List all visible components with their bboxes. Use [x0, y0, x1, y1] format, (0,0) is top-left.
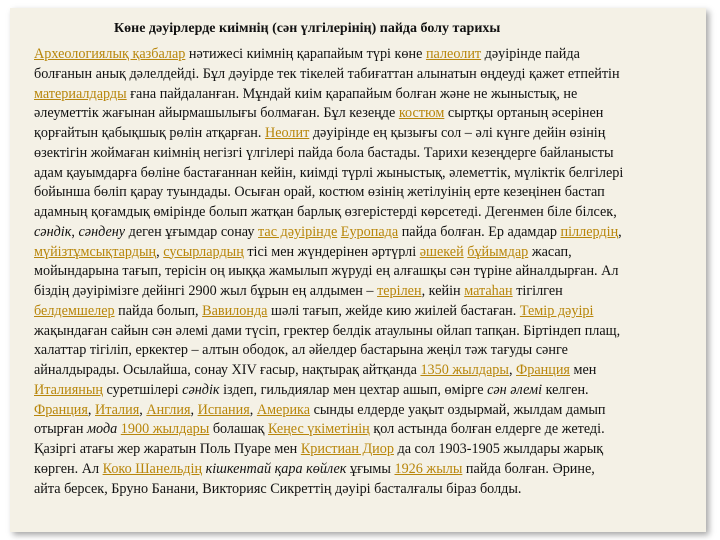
text-span: айналдырады. Осылайша, сонау XIV ғасыр, нақтырақ айтқанда	[34, 362, 421, 378]
text-line	[34, 144, 614, 162]
text-span: Қазіргі атағы жер жаратын Поль Пуаре мен	[34, 441, 301, 457]
hyperlink[interactable]: Коко Шанельдің	[102, 460, 203, 477]
document-page	[10, 8, 706, 532]
hyperlink[interactable]: Археологиялық қазбалар	[34, 46, 186, 62]
hyperlink[interactable]: Еуропада	[340, 223, 399, 240]
text-line	[34, 282, 563, 300]
text-span: өзектігін жоймаған киімнің негізгі үлгілері пайда бола бастады. Тарихи кезеңдерге байланысты	[34, 144, 614, 161]
text-span: пайда болған. Әрине,	[462, 460, 595, 477]
hyperlink[interactable]: материалдарды	[34, 85, 127, 102]
text-span: сынды елдерде уақыт оздырмай, жылдам дамып	[310, 401, 606, 418]
text-span: дәуірінде ең қызығы сол – әлі күнге дейін өзінің	[309, 125, 606, 141]
hyperlink[interactable]: Неолит	[264, 125, 310, 141]
hyperlink[interactable]: Италияның	[34, 381, 103, 398]
text-span: , кейін	[421, 283, 465, 299]
text-span: жақындаған сайын сән әлемі дами түсіп, гректер белдік атаулыны ойлап тапқан. Біртіндеп плащ,	[34, 322, 621, 339]
text-span: мойындарына тағып, терісін оң иыққа жамылып жүруді ең алғашқы сән түріне айналдырған. Ал	[34, 263, 619, 280]
hyperlink[interactable]: 1926 жылы	[394, 460, 463, 477]
hyperlink[interactable]: Англия	[146, 401, 191, 418]
text-line	[34, 183, 605, 201]
text-span: ,	[156, 243, 164, 260]
page-title: Көне дәуірлерде киімнің (сән үлгілерінің) пайда болу тарихы	[114, 21, 501, 36]
hyperlink[interactable]: матаһан	[464, 283, 513, 299]
text-line	[34, 361, 596, 379]
italic-term: сәндік	[182, 381, 220, 398]
text-line	[34, 65, 620, 83]
hyperlink[interactable]: Америка	[256, 401, 311, 418]
hyperlink[interactable]: піллердің	[560, 223, 619, 240]
text-line	[34, 341, 568, 359]
text-span: болғанын анық дәлелдейді. Бұл дәуірде тек тікелей табиғаттан алынатын өңдеуді қажет етпейтін	[34, 65, 620, 82]
hyperlink[interactable]: костюм	[398, 105, 445, 122]
text-line	[34, 440, 603, 458]
hyperlink[interactable]: Италия	[95, 401, 140, 418]
text-line	[34, 164, 623, 182]
text-span: тігілген	[512, 283, 563, 299]
text-span: әлеуметтік жағынан айырмашылығы болмаған. Бұл кезеңде	[34, 105, 399, 122]
text-line	[34, 262, 618, 280]
text-span: келген.	[542, 381, 589, 398]
text-span: ұғымы	[346, 460, 395, 477]
text-span: халаттар тігіліп, еркектер – алтын ободок, ал әйелдер бастарына жеңіл тәж тағуды сәнге	[34, 342, 568, 359]
text-line	[34, 243, 572, 261]
text-line	[34, 322, 620, 340]
hyperlink[interactable]: Франция	[516, 362, 570, 378]
hyperlink[interactable]: бұйымдар	[467, 243, 529, 260]
text-span: ғана пайдаланған. Мұндай киім қарапайым болған және не жыныстық, не	[126, 85, 578, 102]
hyperlink[interactable]: сусырлардың	[163, 243, 244, 260]
text-line	[34, 203, 617, 221]
text-line	[34, 401, 606, 419]
text-span: ,	[190, 401, 198, 418]
text-span: мен	[569, 362, 597, 378]
text-line	[34, 381, 589, 399]
text-span: ,	[249, 401, 257, 418]
text-line	[34, 104, 603, 122]
hyperlink[interactable]: 1350 жылдары	[420, 362, 509, 378]
text-span: болашақ	[209, 421, 268, 438]
text-line	[34, 460, 595, 478]
text-span: ,	[139, 401, 147, 418]
text-span: бойынша бөліп қарау туындады. Осыған орай, костюм өзінің жетілуінің ерте кезеңінен бастап	[34, 184, 605, 201]
text-span: нәтижесі киімнің қарапайым түрі көне	[185, 46, 426, 62]
text-line	[34, 45, 580, 63]
hyperlink[interactable]: әшекей	[419, 243, 464, 260]
hyperlink[interactable]: Темір дәуірі	[519, 302, 594, 319]
hyperlink[interactable]: мүйізтұмсықтардың	[34, 243, 157, 260]
text-span: суретшілері	[102, 381, 183, 398]
text-span: ,	[618, 223, 622, 240]
text-line	[34, 420, 605, 438]
italic-term: мода	[87, 421, 118, 438]
text-span: отырған	[34, 421, 87, 438]
text-span: да сол 1903-1905 жылдары жарық	[393, 441, 604, 457]
hyperlink[interactable]: Испания	[197, 401, 250, 418]
hyperlink[interactable]: Вавилонда	[202, 302, 268, 319]
text-span: адам қауымдарға бөліне бастағаннан кейін, киімді түрлі жыныстық, әлеметтік, мүліктік белгілері	[34, 164, 624, 181]
text-line	[34, 223, 622, 241]
text-line	[34, 85, 577, 103]
text-span: іздеп, гильдиялар мен цехтар ашып, өмірге	[219, 381, 488, 398]
text-span: айта берсек, Бруно Банани, Викторияс Сикреттің дәуірі басталғалы біраз болды.	[34, 480, 522, 497]
text-span: жасап,	[528, 243, 572, 260]
hyperlink[interactable]: тас дәуірінде	[258, 223, 338, 240]
italic-term: сәндену	[78, 223, 126, 240]
text-span: шәлі тағып, жейде кию жиілей бастаған.	[267, 302, 520, 319]
text-line	[34, 480, 521, 498]
italic-term: сән әлемі	[487, 381, 543, 398]
hyperlink[interactable]: Франция	[34, 401, 88, 418]
hyperlink[interactable]: Кристиан Диор	[300, 441, 394, 457]
text-span: ,	[71, 223, 79, 240]
text-span: ,	[508, 362, 517, 378]
text-span: тісі мен жүндерінен әртүрлі	[243, 243, 420, 260]
text-span: деген ұғымдар сонау	[125, 223, 259, 240]
text-span: ,	[87, 401, 95, 418]
text-line	[34, 302, 593, 320]
text-span: адамның қоғамдық өмірінде болып жатқан барлық өзгерістерді көрсетеді. Дегенмен біле білсек,	[34, 204, 617, 220]
text-span: пайда болып,	[114, 302, 203, 319]
hyperlink[interactable]: терілен	[377, 283, 422, 299]
text-span: сыртқы ортаның әсерінен	[444, 105, 604, 122]
hyperlink[interactable]: палеолит	[425, 46, 482, 62]
text-span: дәуірінде пайда	[481, 46, 580, 62]
text-span: пайда болған. Ер адамдар	[398, 223, 561, 240]
italic-term: сәндік	[34, 223, 72, 240]
hyperlink[interactable]: белдемшелер	[34, 302, 115, 319]
text-span: қорғайтын қабықшық рөлін атқарған.	[34, 125, 265, 141]
text-span: көрген. Ал	[34, 460, 103, 477]
text-span: қол астында болған елдерге де жетеді.	[369, 421, 605, 438]
hyperlink[interactable]: Кеңес үкіметінің	[267, 421, 370, 438]
italic-term: кішкентай қара көйлек	[205, 460, 347, 477]
text-line	[34, 124, 605, 142]
text-span: біздің дәуірімізге дейінгі 2900 жыл бұрын ең алдымен –	[34, 283, 378, 299]
hyperlink[interactable]: 1900 жылдары	[120, 421, 210, 438]
